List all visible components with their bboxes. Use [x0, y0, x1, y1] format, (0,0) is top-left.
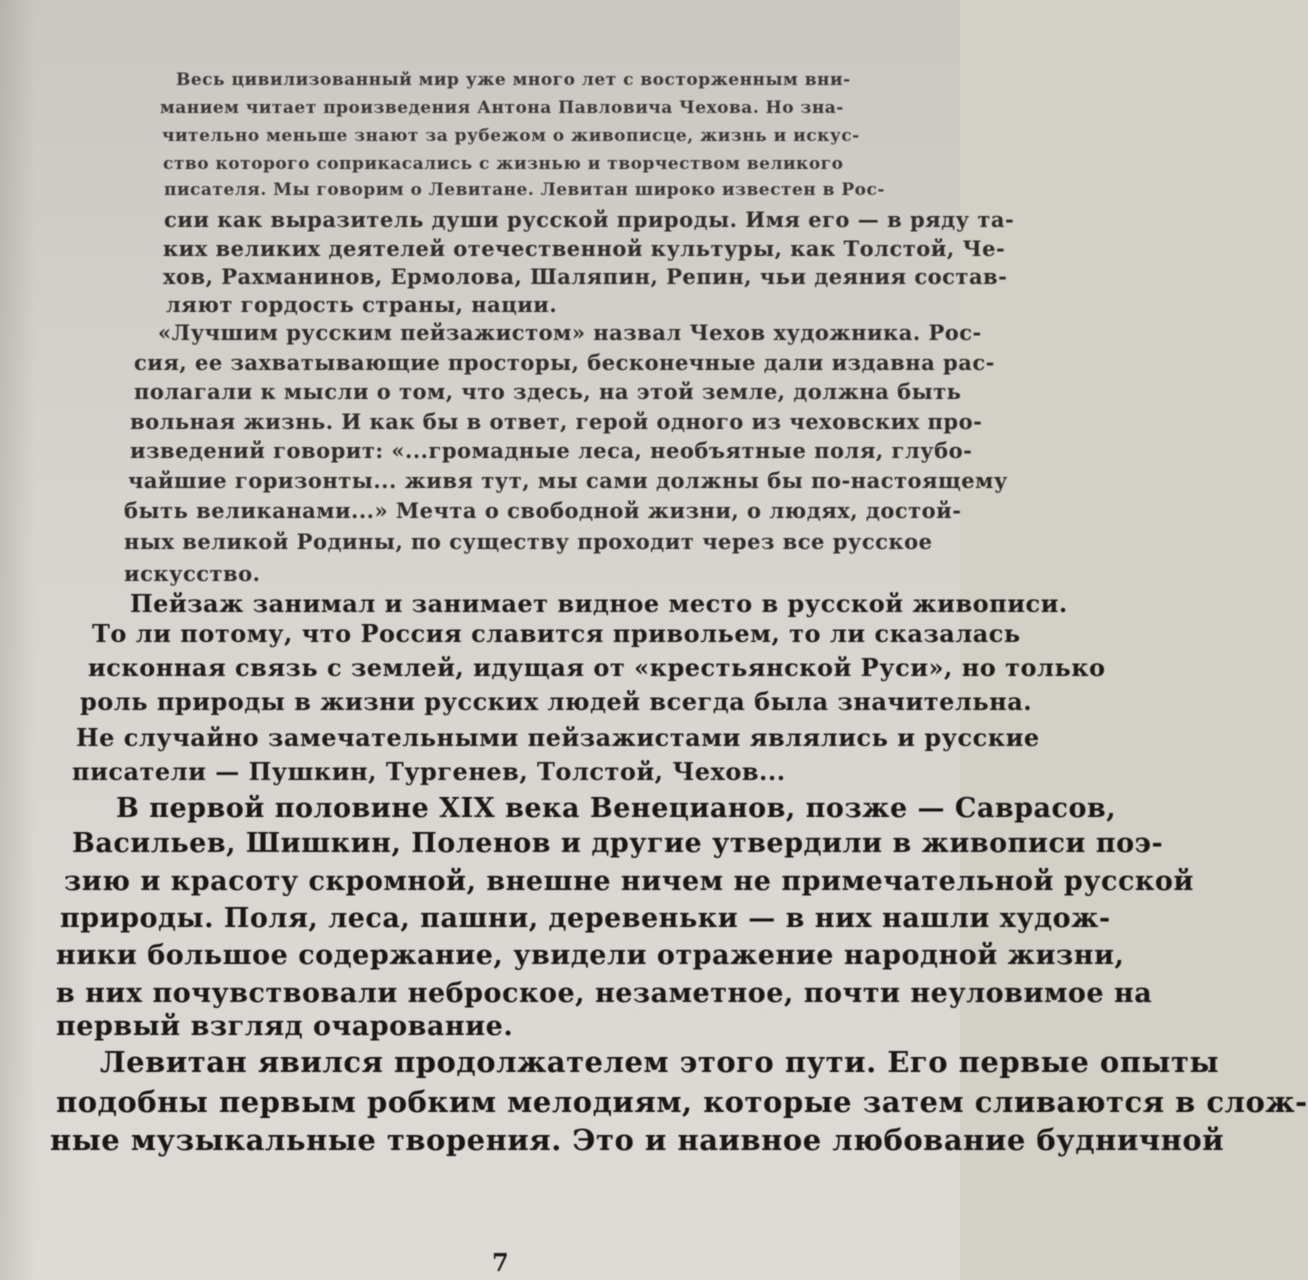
text-line: подобны первым робким мелодиям, которые затем сливаются в слож-: [56, 1085, 1308, 1119]
text-line: исконная связь с землей, идущая от «крестьянской Руси», но только: [88, 653, 1106, 682]
page-number: 7: [492, 1248, 509, 1277]
text-line: ники большое содержание, увидели отражение народной жизни,: [56, 940, 1125, 971]
text-line: Левитан явился продолжателем этого пути. Его первые опыты: [100, 1045, 1220, 1079]
text-line: зию и красоту скромной, внешне ничем не примечательной русской: [64, 866, 1194, 897]
text-line: чайшие горизонты... живя тут, мы сами должны бы по-настоящему: [128, 468, 1008, 493]
text-line: хов, Рахманинов, Ермолова, Шаляпин, Репин, чьи деяния состав-: [163, 264, 1008, 289]
text-line: Васильев, Шишкин, Поленов и другие утвердили в живописи поэ-: [72, 828, 1164, 859]
text-line: писателя. Мы говорим о Левитане. Левитан широко известен в Рос-: [164, 180, 885, 200]
text-line: изведений говорит: «...громадные леса, необъятные поля, глубо-: [130, 438, 973, 463]
text-line: манием читает произведения Антона Павловича Чехова. Но зна-: [160, 98, 844, 118]
text-line: ных великой Родины, по существу проходит через все русское: [124, 529, 933, 554]
text-line: первый взгляд очарование.: [56, 1011, 514, 1042]
text-line: сии как выразитель души русской природы. Имя его — в ряду та-: [164, 207, 1015, 232]
text-line: в них почувствовали неброское, незаметное, почти неуловимое на: [56, 978, 1153, 1009]
text-line: сия, ее захватывающие просторы, бесконечные дали издавна рас-: [134, 350, 995, 375]
text-line: ство которого соприкасались с жизнью и творчеством великого: [163, 154, 844, 174]
text-line: природы. Поля, леса, пашни, деревеньки — в них нашли худож-: [60, 903, 1111, 934]
text-line: ные музыкальные творения. Это и наивное любование будничной: [50, 1123, 1225, 1157]
text-line: То ли потому, что Россия славится привольем, то ли сказалась: [92, 619, 1021, 648]
text-line: роль природы в жизни русских людей всегда была значительна.: [80, 687, 1033, 716]
text-line: быть великанами...» Мечта о свободной жизни, о людях, достой-: [124, 498, 962, 523]
text-line: искусство.: [124, 561, 261, 586]
text-line: Весь цивилизованный мир уже много лет с восторженным вни-: [176, 70, 851, 90]
text-line: писатели — Пушкин, Тургенев, Толстой, Чехов...: [72, 757, 786, 786]
text-line: «Лучшим русским пейзажистом» назвал Чехов художника. Рос-: [158, 320, 982, 345]
text-line: Пейзаж занимал и занимает видное место в русской живописи.: [130, 589, 1068, 618]
text-line: вольная жизнь. И как бы в ответ, герой одного из чеховских про-: [130, 409, 983, 434]
text-line: полагали к мысли о том, что здесь, на этой земле, должна быть: [134, 379, 962, 404]
text-line: ляют гордость страны, нации.: [166, 292, 558, 317]
text-line: ких великих деятелей отечественной культуры, как Толстой, Че-: [163, 236, 1006, 261]
text-line: Не случайно замечательными пейзажистами являлись и русские: [76, 723, 1040, 752]
text-line: чительно меньше знают за рубежом о живописце, жизнь и искус-: [162, 126, 860, 146]
text-line: В первой половине XIX века Венецианов, позже — Саврасов,: [116, 793, 1117, 824]
